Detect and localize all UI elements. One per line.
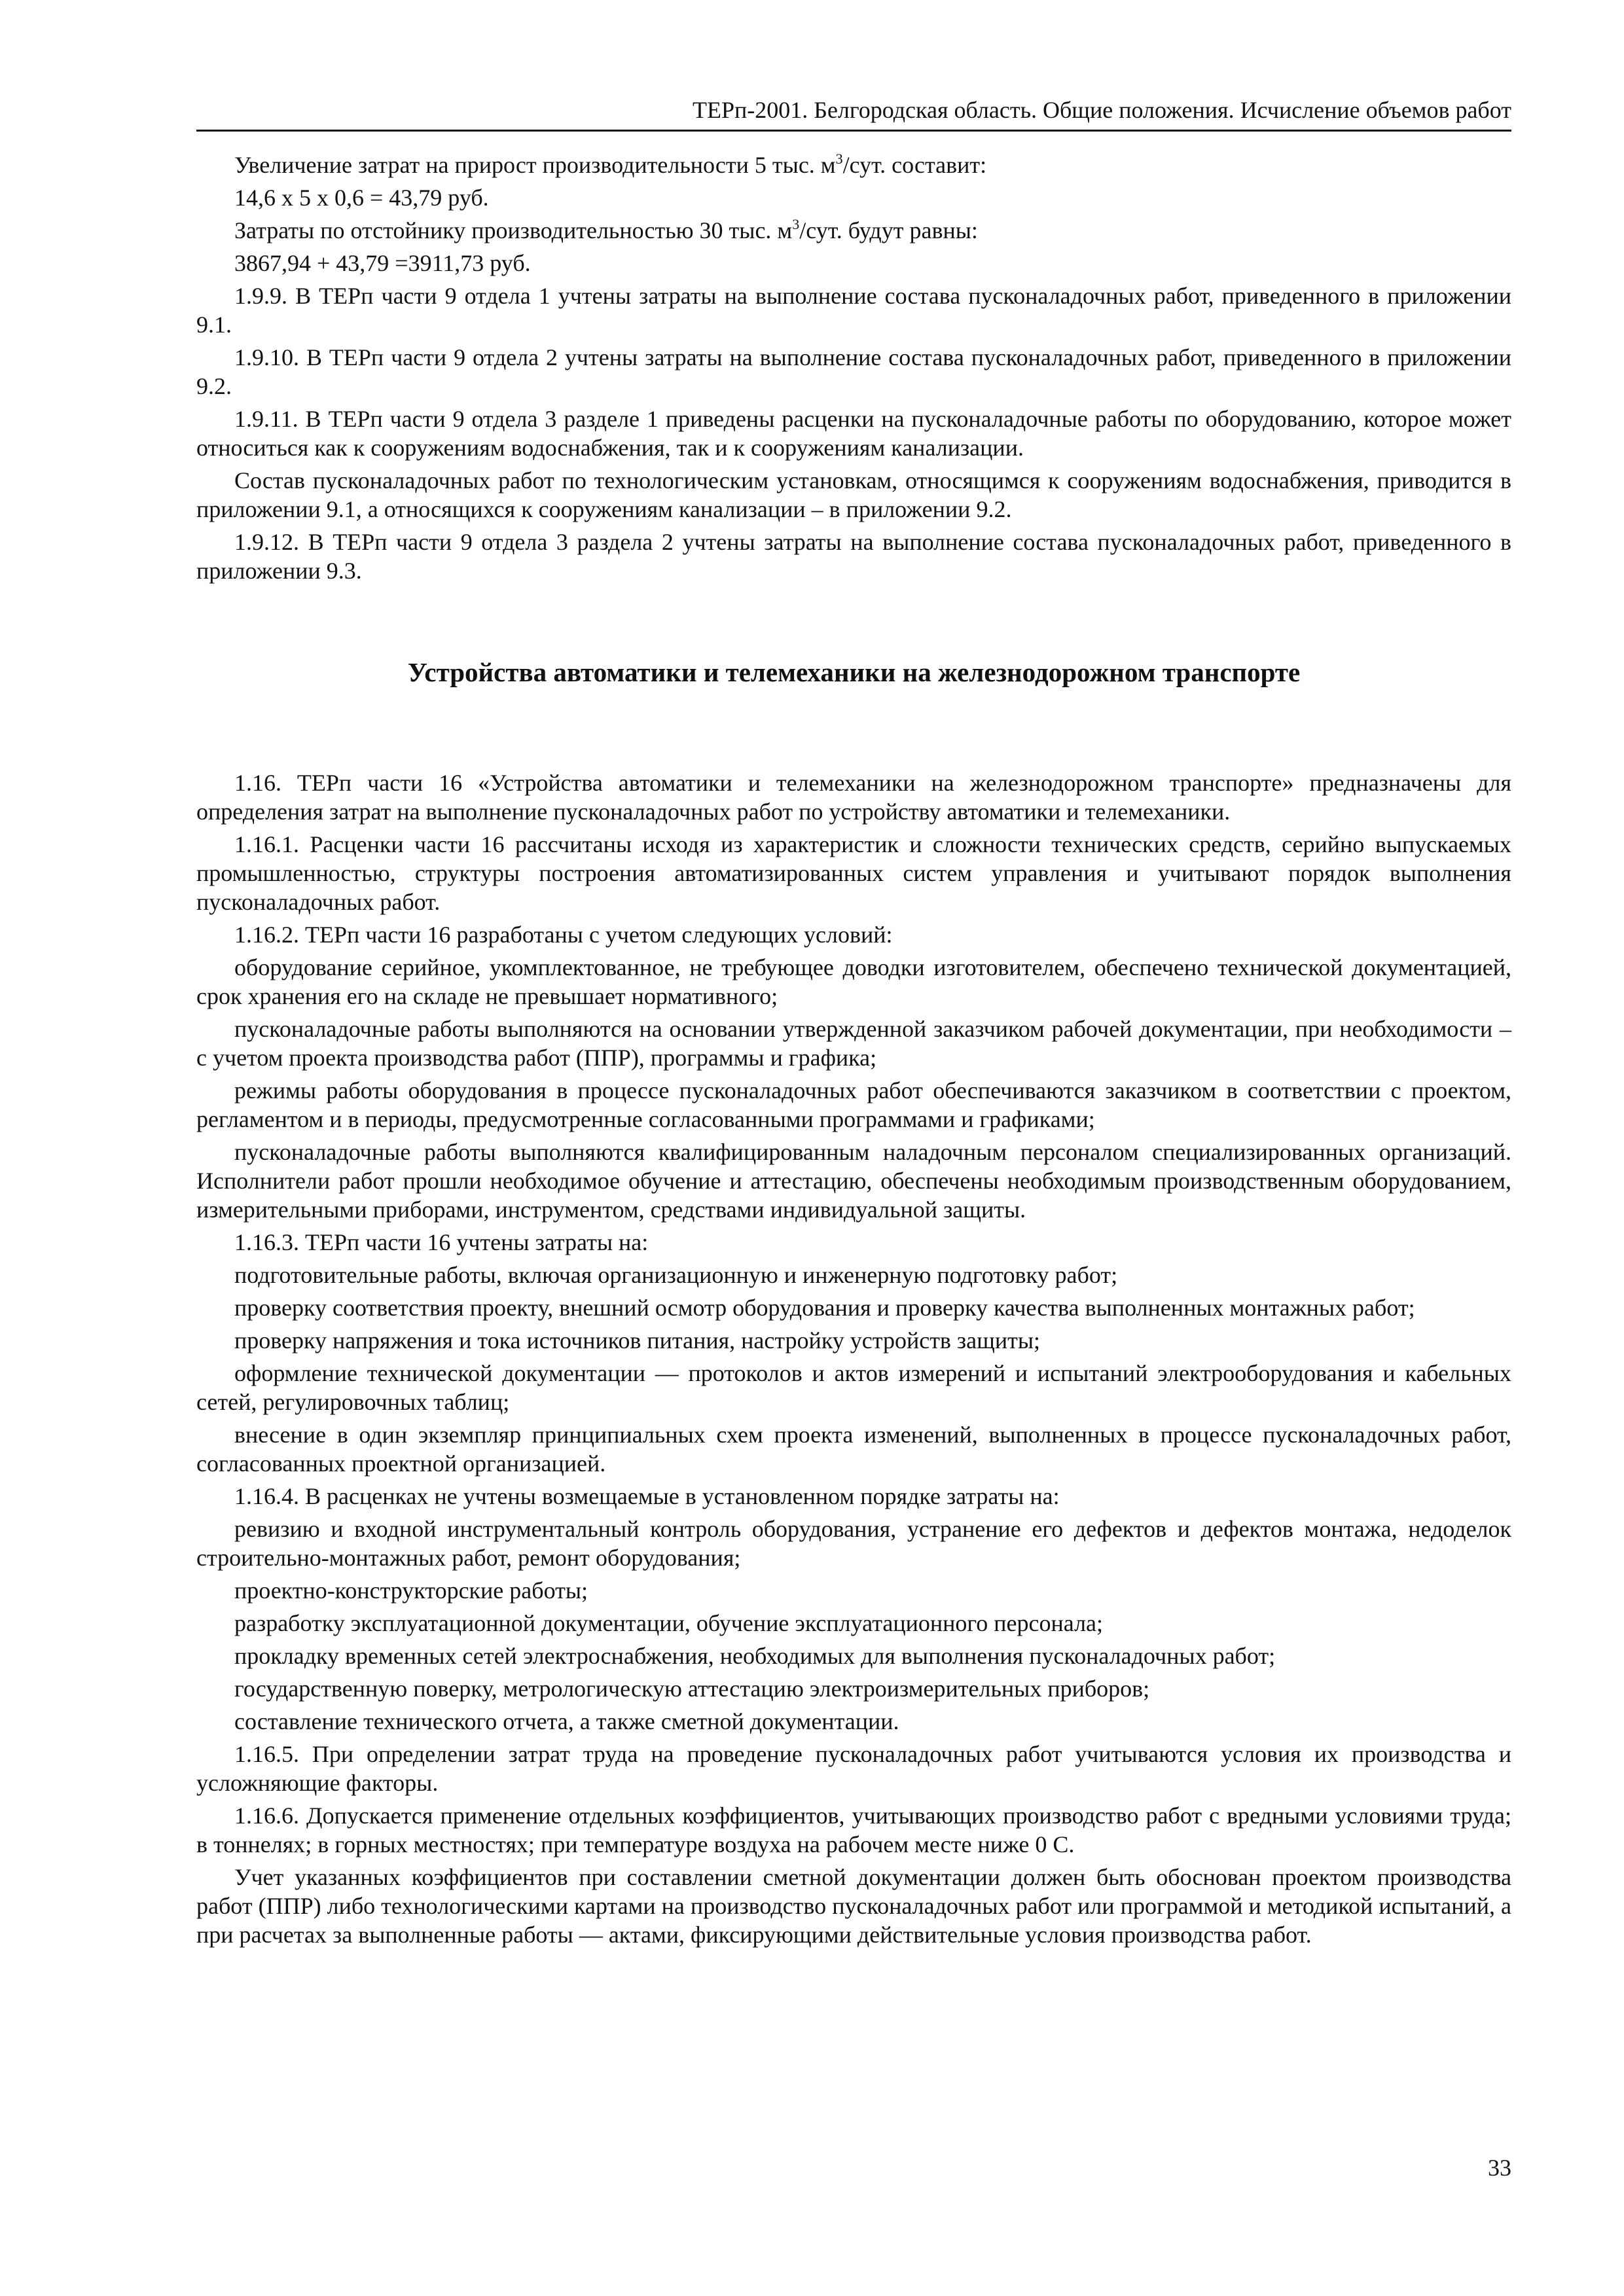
list-item: оформление технической документации — протоколов и актов измерений и испытаний электрооборудования и кабельных сетей, регулировочных таблиц;	[196, 1360, 1511, 1415]
list-item: разработку эксплуатационной документации, обучение эксплуатационного персонала;	[234, 1610, 1104, 1636]
running-header: ТЕРп-2001. Белгородская область. Общие положения. Исчисление объемов работ	[693, 97, 1511, 123]
paragraph-1-16-6: 1.16.6. Допускается применение отдельных коэффициентов, учитывающих производство работ с вредными условиями труда; в тоннелях; в горных местностях; при температуре воздуха на рабочем месте ниже 0 С.	[196, 1803, 1511, 1857]
document-body	[196, 151, 1511, 1953]
superscript: 3	[792, 216, 800, 232]
section-heading: Устройства автоматики и телемеханики на железнодорожном транспорте	[407, 657, 1301, 687]
list-item: пусконаладочные работы выполняются квалифицированным наладочным персоналом специализированных организаций. Исполнители работ прошли необходимое обучение и аттестацию, обеспечены необходимым производственным оборудованием, измерительными приборами, инструментом, средствами индивидуальной защиты.	[196, 1139, 1511, 1223]
paragraph-text: Увеличение затрат на прирост производительности 5 тыс. м	[234, 152, 836, 178]
list-item: внесение в один экземпляр принципиальных схем проекта изменений, выполненных в процессе пусконаладочных работ, согласованных проектной организацией.	[196, 1422, 1511, 1477]
list-item: проектно-конструкторские работы;	[234, 1577, 588, 1604]
list-item: оборудование серийное, укомплектованное, не требующее доводки изготовителем, обеспечено технической документацией, срок хранения его на складе не превышает нормативного;	[196, 954, 1511, 1009]
paragraph-text: /сут. будут равны:	[799, 217, 978, 243]
paragraph	[196, 216, 1511, 245]
list-item: подготовительные работы, включая организационную и инженерную подготовку работ;	[234, 1262, 1118, 1288]
paragraph-text: /сут. составит:	[842, 152, 987, 178]
list-item: проверку напряжения и тока источников питания, настройку устройств защиты;	[234, 1327, 1041, 1354]
paragraph-1-16: 1.16. ТЕРп части 16 «Устройства автоматики и телемеханики на железнодорожном транспорте» предназначены для определения затрат на выполнение пусконаладочных работ по устройству автоматики и телемеханики.	[196, 770, 1511, 825]
paragraph-1-16-4: 1.16.4. В расценках не учтены возмещаемые в установленном порядке затраты на:	[234, 1483, 1060, 1509]
paragraph-1-16-5: 1.16.5. При определении затрат труда на проведение пусконаладочных работ учитываются условия их производства и усложняющие факторы.	[196, 1741, 1511, 1796]
paragraph-1-9-9: 1.9.9. В ТЕРп части 9 отдела 1 учтены затраты на выполнение состава пусконаладочных работ, приведенного в приложении 9.1.	[196, 283, 1511, 338]
paragraph-1-16-1: 1.16.1. Расценки части 16 рассчитаны исходя из характеристик и сложности технических средств, серийно выпускаемых промышленностью, структуры построения автоматизированных систем управления и учитывают порядок выполнения пусконаладочных работ.	[196, 831, 1511, 915]
paragraph-1-9-11: 1.9.11. В ТЕРп части 9 отдела 3 разделе 1 приведены расценки на пусконаладочные работы по оборудованию, которое может относиться как к сооружениям водоснабжения, так и к сооружениям канализации.	[196, 406, 1511, 461]
superscript: 3	[835, 151, 843, 167]
list-item: составление технического отчета, а также сметной документации.	[234, 1708, 899, 1734]
list-item: режимы работы оборудования в процессе пусконаладочных работ обеспечиваются заказчиком в соответствии с проектом, регламентом и в периоды, предусмотренные согласованными программами и графиками;	[196, 1077, 1511, 1132]
paragraph-1-16-3: 1.16.3. ТЕРп части 16 учтены затраты на:	[234, 1229, 649, 1255]
formula-line: 14,6 х 5 х 0,6 = 43,79 руб.	[234, 185, 489, 211]
paragraph-1-9-12: 1.9.12. В ТЕРп части 9 отдела 3 раздела 2 учтены затраты на выполнение состава пусконаладочных работ, приведенного в приложении 9.3.	[196, 529, 1511, 584]
paragraph-text: Затраты по отстойнику производительностью 30 тыс. м	[234, 217, 793, 243]
paragraph	[196, 151, 1511, 179]
header-rule	[196, 130, 1511, 132]
page-number: 33	[1488, 2155, 1511, 2181]
paragraph-1-16-2: 1.16.2. ТЕРп части 16 разработаны с учетом следующих условий:	[234, 922, 893, 948]
paragraph: Учет указанных коэффициентов при составлении сметной документации должен быть обоснован проектом производства работ (ППР) либо технологическими картами на производство пусконаладочных работ или программой и методикой испытаний, а при расчетах за выполненные работы — актами, фиксирующими действительные условия производства работ.	[196, 1864, 1511, 1948]
list-item: проверку соответствия проекту, внешний осмотр оборудования и проверку качества выполненных монтажных работ;	[234, 1295, 1415, 1321]
list-item: ревизию и входной инструментальный контроль оборудования, устранение его дефектов и дефектов монтажа, недоделок строительно-монтажных работ, ремонт оборудования;	[196, 1516, 1511, 1571]
list-item: пусконаладочные работы выполняются на основании утвержденной заказчиком рабочей документации, при необходимости – с учетом проекта производства работ (ППР), программы и графика;	[196, 1016, 1511, 1071]
paragraph-1-9-10: 1.9.10. В ТЕРп части 9 отдела 2 учтены затраты на выполнение состава пусконаладочных работ, приведенного в приложении 9.2.	[196, 344, 1511, 399]
paragraph: Состав пусконаладочных работ по технологическим установкам, относящимся к сооружениям водоснабжения, приводится в приложении 9.1, а относящихся к сооружениям канализации – в приложении 9.2.	[196, 467, 1511, 522]
formula-line: 3867,94 + 43,79 =3911,73 руб.	[234, 250, 531, 276]
list-item: государственную поверку, метрологическую аттестацию электроизмерительных приборов;	[234, 1676, 1150, 1702]
list-item: прокладку временных сетей электроснабжения, необходимых для выполнения пусконаладочных работ;	[234, 1643, 1276, 1669]
